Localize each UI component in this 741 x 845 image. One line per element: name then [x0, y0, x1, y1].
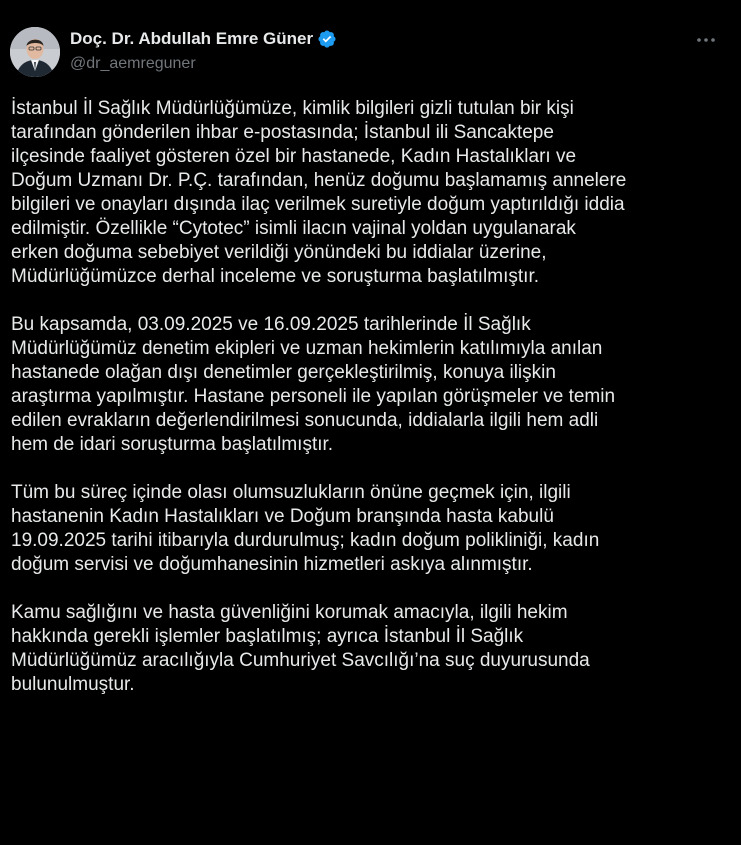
text-line: doğum servisi ve doğumhanesinin hizmetleri askıya alınmıştır.: [11, 554, 533, 575]
tweet-paragraph: [11, 601, 726, 697]
text-line: hastanenin Kadın Hastalıkları ve Doğum branşında hasta kabulü: [11, 506, 554, 527]
text-line: Müdürlüğümüz aracılığıyla Cumhuriyet Savcılığı’na suç duyurusunda: [11, 650, 590, 671]
text-line: araştırma yapılmıştır. Hastane personeli ile yapılan görüşmeler ve temin: [11, 386, 616, 407]
tweet-paragraph: [11, 481, 726, 577]
text-line: hakkında gerekli işlemler başlatılmış; ayrıca İstanbul İl Sağlık: [11, 626, 524, 647]
ellipsis-icon[interactable]: [694, 30, 718, 50]
text-line: bulunulmuştur.: [11, 674, 135, 695]
author-name-row: [70, 29, 337, 49]
text-line: Müdürlüğümüzce derhal inceleme ve soruşturma başlatılmıştır.: [11, 266, 540, 287]
text-line: Kamu sağlığını ve hasta güvenliğini korumak amacıyla, ilgili hekim: [11, 602, 568, 623]
text-line: Doğum Uzmanı Dr. P.Ç. tarafından, henüz doğumu başlamamış annelere: [11, 170, 627, 191]
text-line: erken doğuma sebebiyet verildiği yönündeki bu iddialar üzerine,: [11, 242, 547, 263]
text-line: edilmiştir. Özellikle “Cytotec” isimli ilacın vajinal yoldan uygulanarak: [11, 218, 576, 239]
tweet-body: [11, 97, 726, 721]
tweet-paragraph: [11, 97, 726, 289]
text-line: hem de idari soruşturma başlatılmıştır.: [11, 434, 334, 455]
text-line: hastanede olağan dışı denetimler gerçekleştirilmiş, konuya ilişkin: [11, 362, 556, 383]
text-line: tarafından gönderilen ihbar e-postasında; İstanbul ili Sancaktepe: [11, 122, 554, 143]
text-line: ilçesinde faaliyet gösteren özel bir hastanede, Kadın Hastalıkları ve: [11, 146, 577, 167]
author-handle[interactable]: @dr_aemreguner: [70, 55, 196, 72]
tweet-paragraph: [11, 313, 726, 457]
author-display-name[interactable]: Doç. Dr. Abdullah Emre Güner: [70, 29, 314, 48]
profile-photo: [10, 27, 60, 77]
text-line: İstanbul İl Sağlık Müdürlüğümüze, kimlik bilgileri gizli tutulan bir kişi: [11, 98, 574, 119]
tweet-header: [0, 0, 741, 90]
text-line: Bu kapsamda, 03.09.2025 ve 16.09.2025 tarihlerinde İl Sağlık: [11, 314, 531, 335]
text-line: 19.09.2025 tarihi itibarıyla durdurulmuş; kadın doğum polikliniği, kadın: [11, 530, 600, 551]
text-line: bilgileri ve onayları dışında ilaç verilmek suretiyle doğum yaptırıldığı iddia: [11, 194, 625, 215]
text-line: Müdürlüğümüz denetim ekipleri ve uzman hekimlerin katılımıyla anılan: [11, 338, 603, 359]
text-line: edilen evrakların değerlendirilmesi sonucunda, iddialarla ilgili hem adli: [11, 410, 599, 431]
text-line: Tüm bu süreç içinde olası olumsuzlukların önüne geçmek için, ilgili: [11, 482, 571, 503]
avatar[interactable]: [10, 27, 60, 77]
verified-badge-icon[interactable]: [317, 29, 337, 49]
